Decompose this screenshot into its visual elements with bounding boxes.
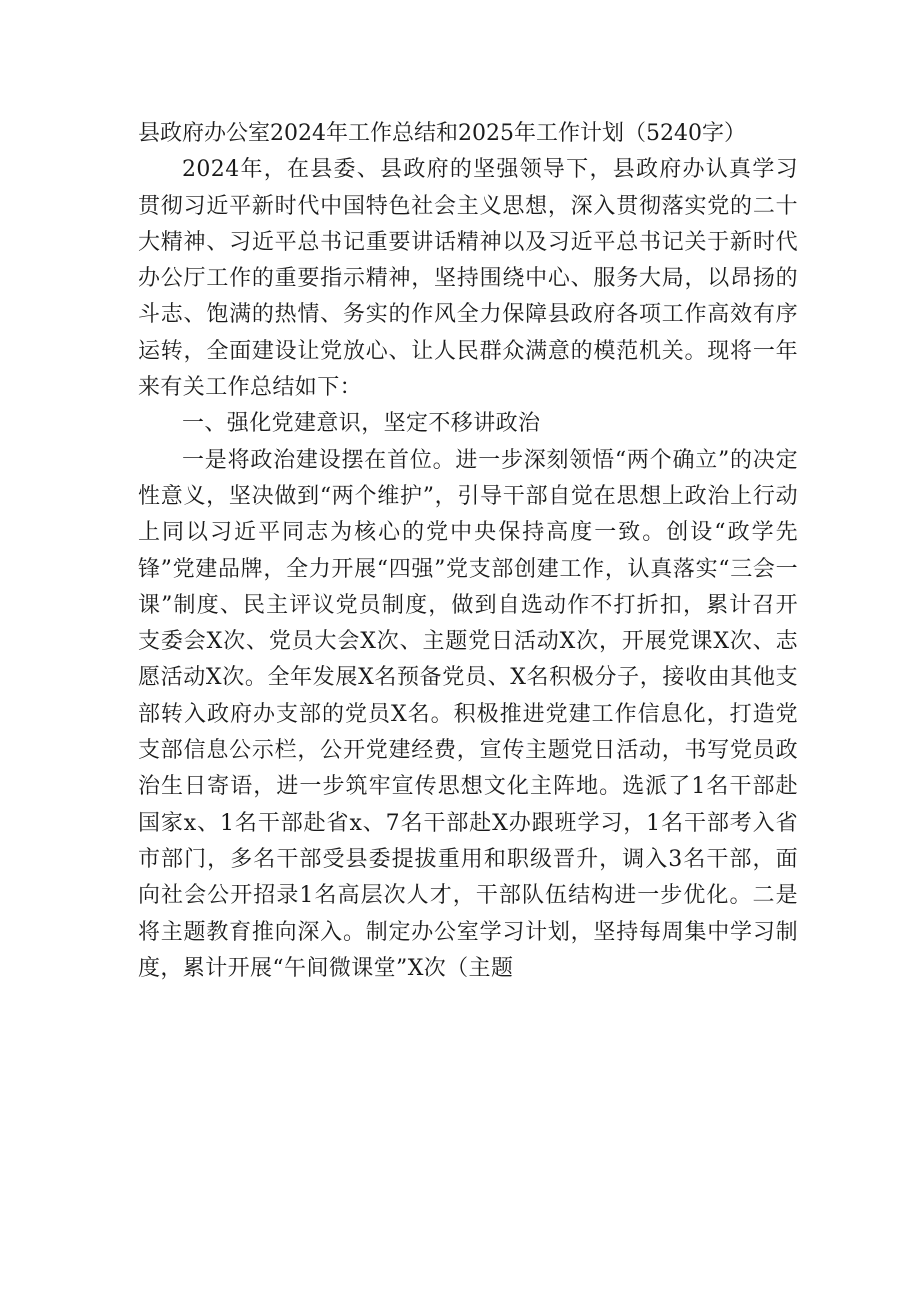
intro-paragraph: 2024年，在县委、县政府的坚强领导下，县政府办认真学习贯彻习近平新时代中国特色社会主义思想，深入贯彻落实党的二十大精神、习近平总书记重要讲话精神以及习近平总书记关于新时代办公厅工作的重要指示精神，坚持围绕中心、服务大局，以昂扬的斗志、饱满的热情、务实的作风全力保障县政府各项工作高效有序运转，全面建设让党放心、让人民群众满意的模范机关。现将一年来有关工作总结如下： bbox=[138, 157, 798, 401]
document-title: 县政府办公室2024年工作总结和2025年工作计划（5240字） bbox=[138, 121, 746, 146]
body-paragraph: 一是将政治建设摆在首位。进一步深刻领悟“两个确立”的决定性意义，坚决做到“两个维护”，引导干部自觉在思想上政治上行动上同以习近平同志为核心的党中央保持高度一致。创设“政学先锋”党建品牌，全力开展“四强”党支部创建工作，认真落实“三会一课”制度、民主评议党员制度，做到自选动作不打折扣，累计召开支委会X次、党员大会X次、主题党日活动X次，开展党课X次、志愿活动X次。全年发展X名预备党员、X名积极分子，接收由其他支部转入政府办支部的党员X名。积极推进党建工作信息化，打造党支部信息公示栏，公开党建经费，宣传主题党日活动，书写党员政治生日寄语，进一步筑牢宣传思想文化主阵地。选派了1名干部赴国家x、1名干部赴省x、7名干部赴X办跟班学习，1名干部考入省市部门，多名干部受县委提拔重用和职级晋升，调入3名干部，面向社会公开招录1名高层次人才，干部队伍结构进一步优化。二是将主题教育推向深入。制定办公室学习计划，坚持每周集中学习制度，累计开展“午间微课堂”X次（主题 bbox=[138, 447, 798, 981]
section-heading: 一、强化党建意识，坚定不移讲政治 bbox=[182, 411, 541, 437]
document-body bbox=[138, 116, 798, 987]
